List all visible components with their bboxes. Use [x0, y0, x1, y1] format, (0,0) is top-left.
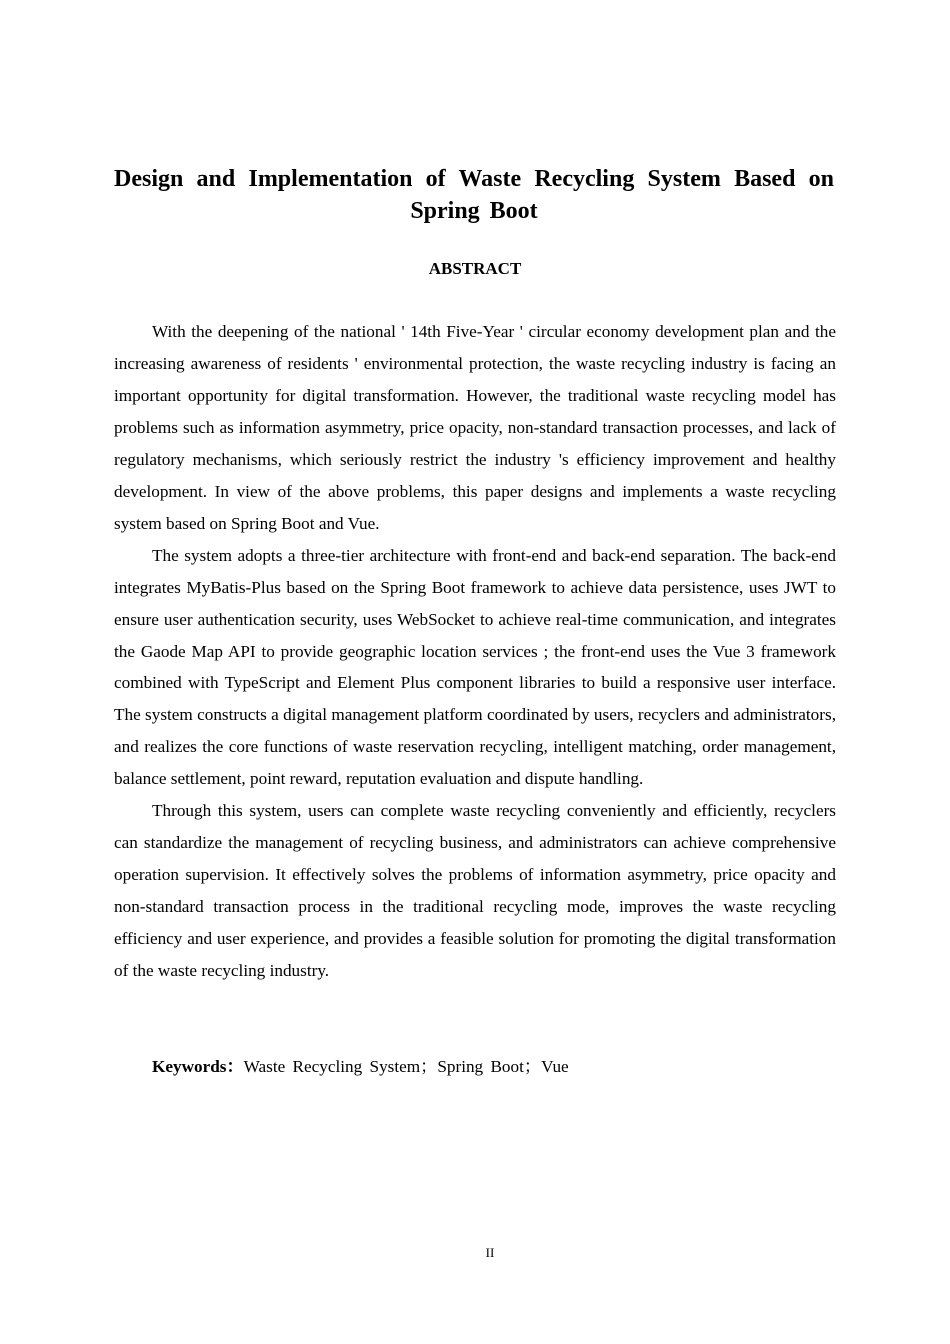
abstract-heading: ABSTRACT [428, 259, 522, 278]
keywords-line [152, 1052, 836, 1082]
keywords-list: Waste Recycling System；Spring Boot；Vue [243, 1057, 569, 1076]
page-number: II [485, 1245, 495, 1260]
paper-title: Design and Implementation of Waste Recycling System Based on Spring Boot [114, 166, 834, 224]
abstract-paragraph: Through this system, users can complete waste recycling conveniently and efficiently, recyclers can standardize the management of recycling business, and administrators can achieve comprehensive operation supervision. It effectively solves the problems of information asymmetry, price opacity and non-standard transaction process in the traditional recycling mode, improves the waste recycling efficiency and user experience, and provides a feasible solution for promoting the digital transformation of the waste recycling industry. [114, 801, 836, 981]
abstract-paragraph: With the deepening of the national ' 14th Five-Year ' circular economy development plan and the increasing awareness of residents ' environmental protection, the waste recycling industry is facing an important opportunity for digital transformation. However, the traditional waste recycling model has problems such as information asymmetry, price opacity, non-standard transaction processes, and lack of regulatory mechanisms, which seriously restrict the industry 's efficiency improvement and healthy development. In view of the above problems, this paper designs and implements a waste recycling system based on Spring Boot and Vue. [114, 322, 836, 533]
abstract-body [114, 316, 836, 987]
keywords-label: Keywords： [152, 1057, 244, 1076]
abstract-paragraph: The system adopts a three-tier architecture with front-end and back-end separation. The back-end integrates MyBatis-Plus based on the Spring Boot framework to achieve data persistence, uses JWT to ensure user authentication security, uses WebSocket to achieve real-time communication, and integrates the Gaode Map API to provide geographic location services ; the front-end uses the Vue 3 framework combined with TypeScript and Element Plus component libraries to build a responsive user interface. The system constructs a digital management platform coordinated by users, recyclers and administrators, and realizes the core functions of waste reservation recycling, intelligent matching, order management, balance settlement, point reward, reputation evaluation and dispute handling. [114, 545, 836, 789]
